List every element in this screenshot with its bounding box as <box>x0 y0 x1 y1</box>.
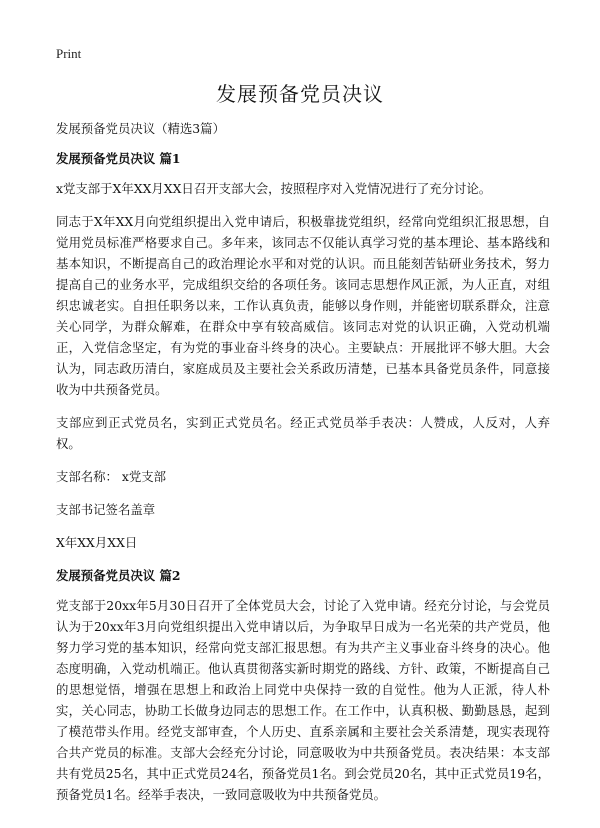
section-2-paragraph-1: 党支部于20xx年5月30日召开了全体党员大会，讨论了入党申请。经充分讨论，与会党员认为于20xx年3月向党组织提出入党申请以后，为争取早日成为一名光荣的共产党员，他努力学习党的基本知识，经常向党支部汇报思想。有为共产主义事业奋斗终身的决心。他态度明确，入党动机端正。他认真贯彻落实新时期党的路线、方针、政策，不断提高自己的思想觉悟，增强在思想上和政治上同党中央保持一致的自觉性。他为人正派，待人朴实，关心同志，协助工长做身边同志的思想工作。在工作中，认真积极、勤勤恳恳，起到了模范带头作用。经党支部审查，个人历史、直系亲属和主要社会关系清楚，现实表现符合共产党员的标准。支部大会经充分讨论，同意吸收为中共预备党员。表决结果：本支部共有党员25名，其中正式党员24名，预备党员1名。到会党员20名，其中正式党员19名，预备党员1名。经举手表决，一致同意吸收为中共预备党员。 <box>56 598 550 802</box>
secretary-signature: 支部书记签名盖章 <box>56 502 156 517</box>
print-label[interactable]: Print <box>56 46 82 61</box>
section-2-heading: 发展预备党员决议 篇2 <box>56 568 181 583</box>
branch-name: 支部名称： x党支部 <box>56 469 167 484</box>
section-1-paragraph-1: x党支部于X年XX月XX日召开支部大会，按照程序对入党情况进行了充分讨论。 <box>56 181 492 196</box>
section-1-paragraph-2: 同志于X年XX月向党组织提出入党申请后，积极靠拢党组织，经常向党组织汇报思想，自觉用党员标准严格要求自己。多年来，该同志不仅能认真学习党的基本理论、基本路线和基本知识，不断提高自己的政治理论水平和对党的认识。而且能刻苦钻研业务技术，努力提高自己的业务水平，完成组织交给的各项任务。该同志思想作风正派，为人正直，对组织忠诚老实。自担任职务以来，工作认真负责，能够以身作则，并能密切联系群众，注意关心同学，为群众解难，在群众中享有较高威信。该同志对党的认识正确，入党动机端正，入党信念坚定，有为党的事业奋斗终身的决心。主要缺点：开展批评不够大胆。大会认为，同志政历清白，家庭成员及主要社会关系政历清楚，已基本具备党员条件，同意接收为中共预备党员。 <box>56 214 550 397</box>
page-title: 发展预备党员决议 <box>216 82 384 106</box>
section-1-vote-result: 支部应到正式党员名，实到正式党员名。经正式党员举手表决：人赞成，人反对，人弃权。 <box>56 415 550 451</box>
signing-date: X年XX月XX日 <box>56 535 138 550</box>
section-1-heading: 发展预备党员决议 篇1 <box>56 151 181 166</box>
document-body <box>56 118 550 817</box>
intro-line: 发展预备党员决议（精选3篇） <box>56 121 225 136</box>
